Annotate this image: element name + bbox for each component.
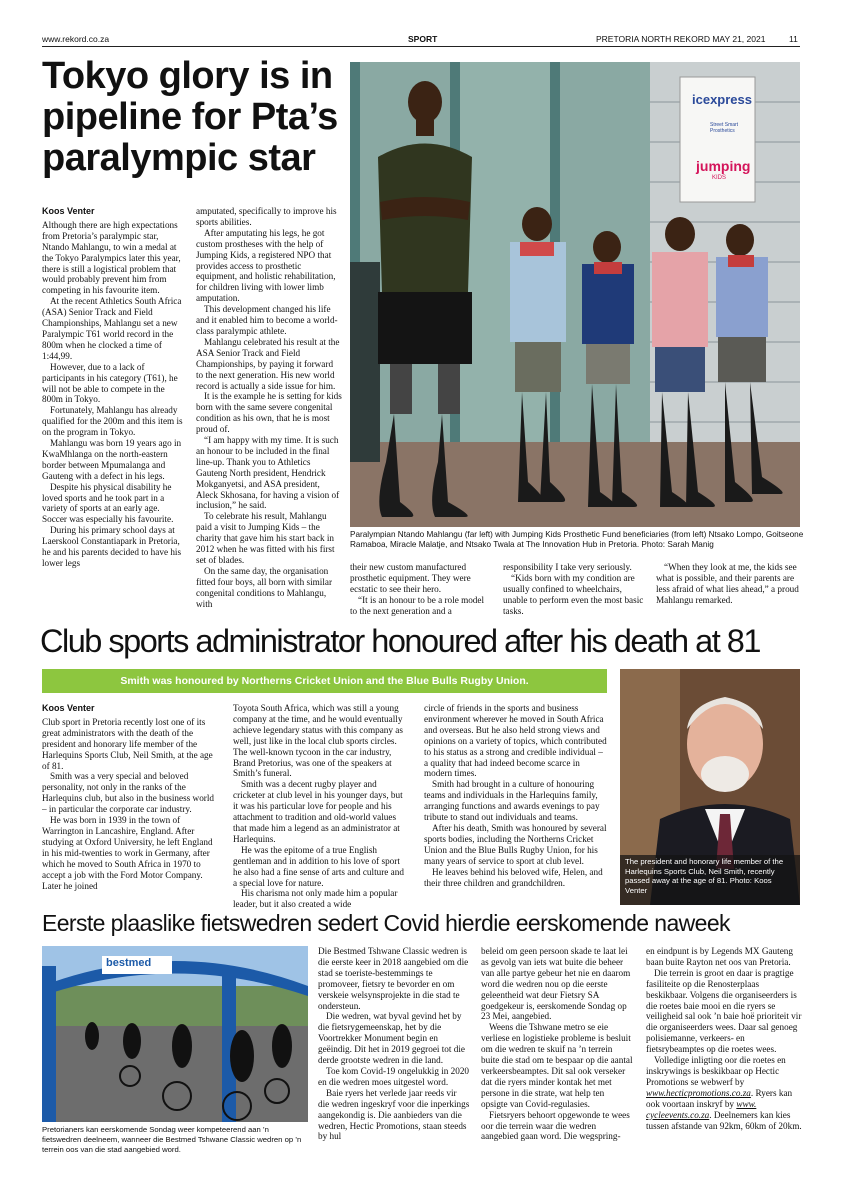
story2-banner: Smith was honoured by Northerns Cricket Union and the Blue Bulls Rugby Union. — [42, 669, 607, 693]
section-label: SPORT — [408, 34, 438, 44]
story1-col1: Koos Venter Although there are high expectations from Pretoria’s paralympic star, Ntando Mahlangu, to win a medal at the Tokyo Paralympics later this year, there is still a logistical problem that would probably prevent him from competing in his favourite item. At the recent Athletics South Africa (ASA) Senior Track and Field Championships, Mahlangu set a new Paralympic T61 world record in the 800m when he clocked a time of 1:44,99. However, due to a lack of participants in his category (T61), he will not be able to compete in the 800m in Tokyo. Fortunately, Mahlangu has already qualified for the 200m and this item is on the program in Tokyo. Mahlangu was born 19 years ago in KwaMhlanga on the north-eastern border between Mpumalanga and Gauteng with a defect in his legs. Despite his physical disability he loved sports and he took part in a variety of sports at an early age. Soccer was especially his favourite. During his primary school days at Laerskool Constantiapark in Pretoria, he and his parents decided to have his lower legs — [42, 206, 186, 614]
story3-photo-caption: Pretorianers kan eerskomende Sondag weer kompeteerend aan ’n fietswedren deelneem, wanneer die Bestmed Tshwane Classic wedren op ’n terrein oos van die stad aangebied word. — [42, 1125, 302, 1154]
story2-byline: Koos Venter — [42, 703, 95, 713]
header-rule — [42, 46, 800, 47]
sign-line1: Street Smart — [710, 122, 739, 128]
sign-logo-jumping: jumping — [696, 158, 751, 174]
hectic-promotions-link[interactable]: www.hecticpromotions.co.za — [646, 1087, 751, 1098]
neil-smith-photo — [620, 669, 800, 905]
story1-headline: Tokyo glory is in pipeline for Pta’s paralympic star — [42, 55, 338, 179]
story3-col1: Die Bestmed Tshwane Classic wedren is die eerste keer in 2018 aangebied om die stad se toeriste-bestemmings te promoveer, fietsry te bevorder en om verskeie welsynsprojekte in die stad te ondersteun. Die wedren, wat byval gevind het by die fietsrygemeenskap, het by die Voortrekker Monument begin en geëindig. Dit het in 2019 gegroei tot die derde grootste wedren in die land. Toe kom Covid-19 ongelukkig in 2020 en die wedren moes uitgestel word. Baie ryers het verlede jaar reeds vir die wedren ingeskryf voor die inperkings aangekondig is. Die aanbieders van die wedren, Hectic Promotions, staan steeds by hul — [318, 946, 470, 1142]
story2-headline: Club sports administrator honoured after his death at 81 — [40, 623, 760, 659]
story1-col5: “When they look at me, the kids see what is possible, and their parents are less afraid of what lies ahead,” a proud Mahlangu remarked. — [656, 562, 799, 605]
arch-bestmed-text: bestmed — [106, 957, 152, 969]
story1-col3: their new custom manufactured prosthetic equipment. They were ecstatic to see their hero. “It is an honour to be a role model to the next generation and a — [350, 562, 485, 616]
story3-col2: beleid om geen persoon skade te laat lei as gevolg van iets wat buite die beheer van alle partye gebeur het nie en daarom word die wedren nou op die eerste geleentheid wat deur Fietsry SA goedgekeur is, eerskomende Sondag op 23 Mei, aangebied. Weens die Tshwane metro se eie verliese en logistieke probleme is besluit om die wedren te skuif na ’n terrein buite die stad om te bespaar op die aantal verkeersbeamptes. Dit sal ook verseker dat die ryers minder kontak het met persone in die strate, wat help ten opsigte van Covid-regulasies. Fietsryers behoort opgewonde te wees oor die terrein waar die wedren aangebied gaan word. Die wegspring- — [481, 946, 633, 1142]
story2-col2: Toyota South Africa, which was still a young company at the time, and he would eventually achieve legendary status with this company as well, just like in the local club sports circles. The well-known tycoon in the car industry, Brand Pretorius, was one of the speakers at Smith’s funeral. Smith was a decent rugby player and cricketer at club level in his younger days, but it was his particular love for people and his attachment to tradition and old-world values that made him a legend as an administrator at Harlequins. He was the epitome of a true English gentleman and in addition to his love of sport he also had a fine sense of arts and culture and a special love for nature. His charisma not only made him a popular leader, but it also created a wide — [233, 703, 404, 910]
story1-byline: Koos Venter — [42, 206, 95, 216]
sign-brand: icexpress — [692, 92, 752, 107]
sign-logo-kids: KIDS — [712, 175, 727, 181]
story1-photo-caption: Paralympian Ntando Mahlangu (far left) with Jumping Kids Prosthetic Fund beneficiaries (from left) Ntsako Lompo, Goitseone Ramaboa, Miracle Malatje, and Ntsako Twala at The Innovation Hub in Pretoria. Photo: Sarah Manig — [350, 530, 804, 550]
page-number: 11 — [789, 34, 798, 44]
story1-col2: amputated, specifically to improve his sports abilities. After amputating his legs, he got custom prostheses with the help of Jumping Kids, a registered NPO that provides access to prosthetic equipment, and holistic rehabilitation, for children living with lower limb amputation. This development changed his life and it enabled him to become a world-class paralympic athlete. Mahlangu celebrated his result at the ASA Senior Track and Field Championships, by paying it forward to the next generation. His new world record is actually a side issue for him. It is the example he is setting for kids born with the same severe congenital condition as his own, that he is most proud of. “I am happy with my time. It is such an honour to be included in the final line-up. Thank you to Athletics Gauteng North president, Hendrick Mokganyetsi, and ASA president, Aleck Skhosana, for having a vision of inclusion,” he said. To celebrate his result, Mahlangu paid a visit to Jumping Kids – the charity that gave him his start back in 2012 when he was fitted with his first set of blades. On the same day, the organisation fitted four boys, all born with similar congenital conditions to Mahlangu, with — [196, 206, 342, 609]
site-url: www.rekord.co.za — [42, 34, 110, 44]
mahlangu-photo — [350, 62, 800, 527]
story1-col4: responsibility I take very seriously. “Kids born with my condition are usually confined to wheelchairs, unable to perform even the most basic tasks. — [503, 562, 644, 616]
story3-headline: Eerste plaaslike fietswedren sedert Covid hierdie eerskomende naweek — [42, 910, 730, 936]
cycling-photo — [42, 946, 308, 1122]
story2-photo-caption: The president and honorary life member of the Harlequins Sports Club, Neil Smith, recently passed away at the age of 81. Photo: Koos Venter — [620, 855, 800, 905]
story2-col3: circle of friends in the sports and business environment wherever he moved in South Africa and overseas. But he also held strong views and opinions on a variety of topics, which contributed to his status as a strong and credible individual – a quality that had indeed become scarce in modern times. Smith had brought in a culture of honouring teams and individuals in the Harlequins family, arranging functions and awards evenings to pay tribute to stand out individuals and teams. After his death, Smith was honoured by several sports bodies, including the Northerns Cricket Union and the Blue Bulls Rugby Union, for his many years of service to sport at club level. He leaves behind his beloved wife, Helen, and their three children and grandchildren. — [424, 703, 607, 888]
story2-col1: Koos Venter Club sport in Pretoria recently lost one of its great administrators with the death of the president and honorary life member of the Harlequins Sports Club, Neil Smith, at the age of 81. Smith was a very special and beloved personality, not only in the ranks of the Harlequins club, but also in the business world – in particular the corporate car industry. He was born in 1939 in the town of Warrington in Lancashire, England. After studying at Oxford University, he left England in his mid-twenties to work in Germany, after which he moved to South Africa in 1970 to accept a job with the Ford Motor Company. Later he joined — [42, 703, 218, 913]
sign-line2: Prosthetics — [710, 128, 735, 134]
cycling-photo-art — [42, 946, 308, 1122]
paper-date: PRETORIA NORTH REKORD MAY 21, 2021 — [596, 34, 766, 44]
story3-col3: en eindpunt is by Legends MX Gauteng baan buite Rayton net oos van Pretoria. Die terrein is groot en daar is pragtige fasiliteite op die Renosterplaas beskikbaar. Volgens die organiseerders is die roetes baie mooi en die ryers se veiligheid sal ook ’n baie hoë prioriteit vir die organiseerders wees. Daar sal genoeg polisiemanne, verkeers- en fietsrybeamptes op die roetes wees. Volledige inligting oor die roetes en inskrywings is beskikbaar op Hectic Promotions se webwerf by www.hecticpromotions.co.za. Ryers kan ook voortaan inskryf by www. cycleevents.co.za. Deelnemers kan kies tussen afstande van 92km, 60km of 20km. — [646, 946, 802, 1131]
cycleevents-link[interactable]: www. cycleevents.co.za — [646, 1098, 757, 1120]
